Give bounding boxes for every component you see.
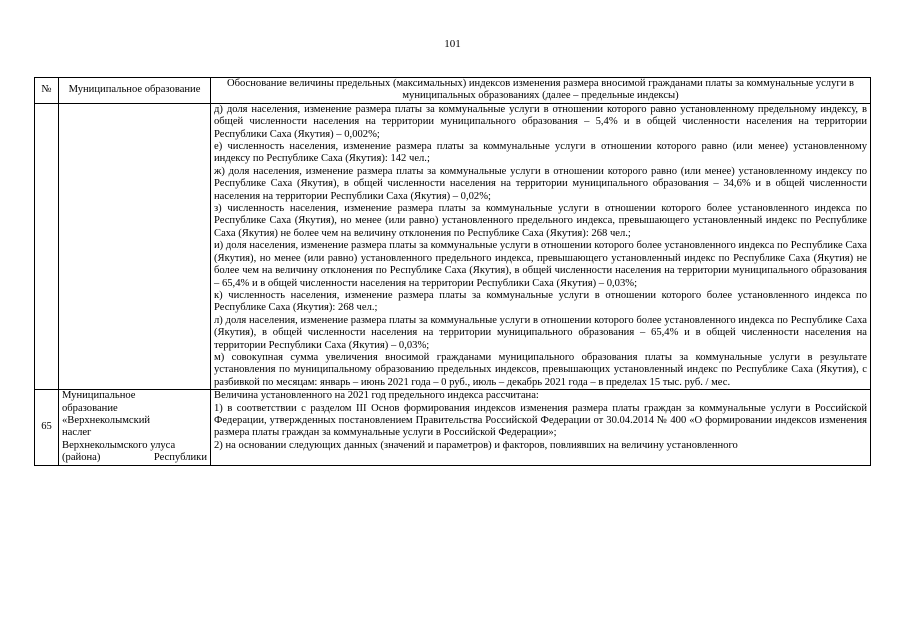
page-number: 101 (444, 38, 461, 50)
row-number: 65 (35, 390, 59, 465)
paragraph-d: д) доля населения, изменение размера платы за коммунальные услуги в отношении которого равно установленному предельному индексу, в общей численности населения на территории муниципального образования – 5,4% и в общей численности населения на территории Республики Саха (Якутия) – 0,002%; (214, 103, 867, 140)
indices-table (34, 77, 871, 466)
paragraph-l: л) доля населения, изменение размера платы за коммунальные услуги в отношении которого более установленного индекса по Республике Саха (Якутия), в общей численности населения на территории муниципального образования – 65,4% и в общей численности населения на территории Республики Саха (Якутия) – 0,03%; (214, 314, 867, 351)
mo-last-left: (района) (62, 452, 101, 464)
paragraph-2: 2) на основании следующих данных (значений и параметров) и факторов, повлиявших на величину установленного (214, 439, 738, 451)
table-row-continued (35, 103, 871, 389)
mo-last-right: Республики (153, 452, 207, 464)
paragraph-e: е) численность населения, изменение размера платы за коммунальные услуги в отношении которого равно (или менее) установленному индексу по Республике Саха (Якутия): 142 чел.; (214, 141, 867, 165)
mo-line: образование (62, 402, 118, 414)
municipality-name (59, 390, 211, 465)
paragraph-i: и) доля населения, изменение размера платы за коммунальные услуги в отношении которого более установленного индекса по Республике Саха (Якутия), но менее (или равно) установленного предельного индекса, превышающего установленный индекс по Республике Саха (Якутия) не более чем на величину отклонения по Республике Саха (Якутия), в общей численности населения на территории муниципального образования – 65,4% и в общей численности населения на территории Республики Саха (Якутия) – 0,03%; (214, 240, 867, 289)
continued-number-cell (35, 103, 59, 389)
mo-line: Муниципальное (62, 390, 136, 402)
paragraph-zh: ж) доля населения, изменение размера платы за коммунальные услуги в отношении которого равно (или менее) установленному индексу по Республике Саха (Якутия), в общей численности населения на территории муниципального образования – 34,6% и в общей численности населения на территории Республики Саха (Якутия) – 0,02%; (214, 165, 867, 202)
paragraph-1: 1) в соответствии с разделом III Основ формирования индексов изменения размера платы граждан за коммунальные услуги в Российской Федерации, утвержденных постановлением Правительства Российской Федерации от 30.04.2014 № 400 «О формировании индексов изменения размера платы граждан за коммунальные услуги в Российской Федерации»; (214, 402, 867, 439)
mo-line: Верхнеколымского улуса (62, 439, 176, 451)
header-municipality: Муниципальное образование (59, 78, 211, 104)
table-row-65 (35, 390, 871, 465)
mo-line: «Верхнеколымский (62, 414, 151, 426)
continued-mo-cell (59, 103, 211, 389)
continued-basis-cell (211, 103, 871, 389)
paragraph-intro: Величина установленного на 2021 год предельного индекса рассчитана: (214, 390, 539, 402)
paragraph-k: к) численность населения, изменение размера платы за коммунальные услуги в отношении которого более установленного индекса по Республике Саха (Якутия): 268 чел.; (214, 289, 867, 314)
header-number: № (35, 78, 59, 104)
row-65-basis-cell (211, 390, 871, 465)
mo-line: наслег (62, 427, 92, 439)
paragraph-z: з) численность населения, изменение размера платы за коммунальные услуги в отношении которого более установленного индекса по Республике Саха (Якутия), но менее (или равно) установленного предельного индекса, превышающего установленный индекс по Республике Саха (Якутия) не более чем на величину отклонения по Республике Саха (Якутия): 268 чел.; (214, 203, 867, 239)
paragraph-m: м) совокупная сумма увеличения вносимой гражданами муниципального образования платы за коммунальные услуги в результате установления по муниципальному образованию предельных индексов, превышающих установленный индекс по Республике Саха (Якутия), с разбивкой по месяцам: январь – июнь 2021 года – 0 руб., июль – декабрь 2021 года – в пределах 15 тыс. руб. / мес. (214, 351, 867, 388)
header-basis: Обоснование величины предельных (максимальных) индексов изменения размера вносимой гражданами платы за коммунальные услуги в муниципальных образованиях (далее – предельные индексы) (211, 78, 871, 104)
table-header-row (35, 78, 871, 104)
mo-last-line (62, 452, 207, 464)
